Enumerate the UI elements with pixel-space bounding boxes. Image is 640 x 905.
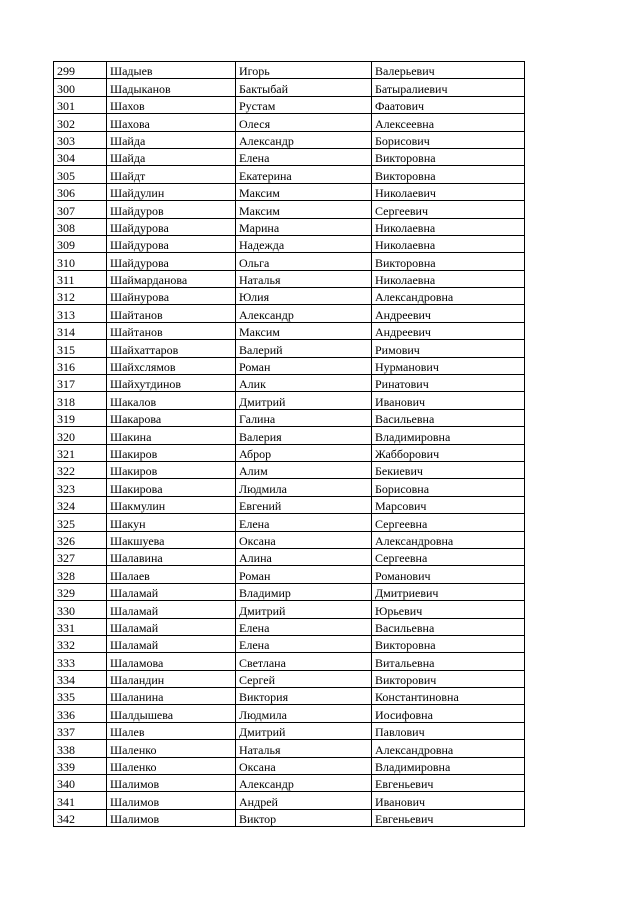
last-name-cell: Шахов: [107, 96, 236, 113]
first-name-cell: Валерия: [236, 427, 372, 444]
last-name-cell: Шайдуров: [107, 201, 236, 218]
table-row: [54, 114, 525, 131]
first-name-cell: Дмитрий: [236, 722, 372, 739]
table-row: [54, 566, 525, 583]
patronymic-cell: Николаевна: [372, 270, 525, 287]
patronymic-cell: Сергеевна: [372, 514, 525, 531]
first-name-cell: Людмила: [236, 705, 372, 722]
table-row: [54, 340, 525, 357]
row-number-cell: 308: [54, 218, 107, 235]
table-row: [54, 461, 525, 478]
row-number-cell: 324: [54, 496, 107, 513]
first-name-cell: Роман: [236, 566, 372, 583]
row-number-cell: 340: [54, 775, 107, 792]
first-name-cell: Екатерина: [236, 166, 372, 183]
row-number-cell: 327: [54, 548, 107, 565]
table-row: [54, 148, 525, 165]
patronymic-cell: Александровна: [372, 288, 525, 305]
table-row: [54, 740, 525, 757]
patronymic-cell: Борисович: [372, 131, 525, 148]
table-row: [54, 775, 525, 792]
table-row: [54, 62, 525, 79]
last-name-cell: Шакун: [107, 514, 236, 531]
row-number-cell: 339: [54, 757, 107, 774]
table-row: [54, 531, 525, 548]
last-name-cell: Шакмулин: [107, 496, 236, 513]
first-name-cell: Виктор: [236, 809, 372, 826]
first-name-cell: Александр: [236, 131, 372, 148]
patronymic-cell: Дмитриевич: [372, 583, 525, 600]
row-number-cell: 316: [54, 357, 107, 374]
last-name-cell: Шакарова: [107, 409, 236, 426]
last-name-cell: Шалимов: [107, 775, 236, 792]
first-name-cell: Максим: [236, 322, 372, 339]
patronymic-cell: Алексеевна: [372, 114, 525, 131]
row-number-cell: 321: [54, 444, 107, 461]
first-name-cell: Светлана: [236, 653, 372, 670]
first-name-cell: Максим: [236, 201, 372, 218]
row-number-cell: 335: [54, 688, 107, 705]
first-name-cell: Елена: [236, 514, 372, 531]
last-name-cell: Шайнурова: [107, 288, 236, 305]
first-name-cell: Бактыбай: [236, 79, 372, 96]
patronymic-cell: Андреевич: [372, 305, 525, 322]
first-name-cell: Рустам: [236, 96, 372, 113]
last-name-cell: Шайдурова: [107, 235, 236, 252]
names-table-body: [54, 62, 525, 827]
first-name-cell: Марина: [236, 218, 372, 235]
first-name-cell: Сергей: [236, 670, 372, 687]
row-number-cell: 300: [54, 79, 107, 96]
last-name-cell: Шакирова: [107, 479, 236, 496]
table-row: [54, 670, 525, 687]
names-table: [53, 61, 525, 827]
last-name-cell: Шалдышева: [107, 705, 236, 722]
patronymic-cell: Викторовна: [372, 148, 525, 165]
table-row: [54, 288, 525, 305]
table-row: [54, 688, 525, 705]
first-name-cell: Надежда: [236, 235, 372, 252]
last-name-cell: Шайдт: [107, 166, 236, 183]
first-name-cell: Елена: [236, 618, 372, 635]
last-name-cell: Шаймарданова: [107, 270, 236, 287]
row-number-cell: 332: [54, 635, 107, 652]
table-row: [54, 479, 525, 496]
table-row: [54, 79, 525, 96]
first-name-cell: Елена: [236, 635, 372, 652]
table-row: [54, 357, 525, 374]
patronymic-cell: Борисовна: [372, 479, 525, 496]
row-number-cell: 307: [54, 201, 107, 218]
row-number-cell: 329: [54, 583, 107, 600]
patronymic-cell: Николаевич: [372, 183, 525, 200]
first-name-cell: Роман: [236, 357, 372, 374]
table-row: [54, 270, 525, 287]
first-name-cell: Наталья: [236, 270, 372, 287]
patronymic-cell: Иосифовна: [372, 705, 525, 722]
table-row: [54, 444, 525, 461]
last-name-cell: Шаламай: [107, 618, 236, 635]
first-name-cell: Ольга: [236, 253, 372, 270]
last-name-cell: Шакиров: [107, 444, 236, 461]
row-number-cell: 326: [54, 531, 107, 548]
table-row: [54, 131, 525, 148]
patronymic-cell: Александровна: [372, 740, 525, 757]
patronymic-cell: Владимировна: [372, 427, 525, 444]
first-name-cell: Дмитрий: [236, 392, 372, 409]
last-name-cell: Шакалов: [107, 392, 236, 409]
table-row: [54, 392, 525, 409]
first-name-cell: Галина: [236, 409, 372, 426]
first-name-cell: Людмила: [236, 479, 372, 496]
row-number-cell: 320: [54, 427, 107, 444]
first-name-cell: Виктория: [236, 688, 372, 705]
table-row: [54, 409, 525, 426]
row-number-cell: 306: [54, 183, 107, 200]
patronymic-cell: Владимировна: [372, 757, 525, 774]
last-name-cell: Шайда: [107, 148, 236, 165]
row-number-cell: 312: [54, 288, 107, 305]
row-number-cell: 315: [54, 340, 107, 357]
first-name-cell: Юлия: [236, 288, 372, 305]
row-number-cell: 337: [54, 722, 107, 739]
first-name-cell: Оксана: [236, 757, 372, 774]
patronymic-cell: Юрьевич: [372, 601, 525, 618]
row-number-cell: 325: [54, 514, 107, 531]
last-name-cell: Шадыканов: [107, 79, 236, 96]
first-name-cell: Аброр: [236, 444, 372, 461]
patronymic-cell: Евгеньевич: [372, 809, 525, 826]
last-name-cell: Шаламова: [107, 653, 236, 670]
last-name-cell: Шахова: [107, 114, 236, 131]
last-name-cell: Шакиров: [107, 461, 236, 478]
last-name-cell: Шалимов: [107, 792, 236, 809]
patronymic-cell: Фаатович: [372, 96, 525, 113]
patronymic-cell: Сергеевна: [372, 548, 525, 565]
table-row: [54, 809, 525, 826]
row-number-cell: 328: [54, 566, 107, 583]
first-name-cell: Евгений: [236, 496, 372, 513]
row-number-cell: 314: [54, 322, 107, 339]
row-number-cell: 323: [54, 479, 107, 496]
table-row: [54, 427, 525, 444]
last-name-cell: Шайхаттаров: [107, 340, 236, 357]
table-row: [54, 548, 525, 565]
table-row: [54, 601, 525, 618]
last-name-cell: Шайда: [107, 131, 236, 148]
first-name-cell: Андрей: [236, 792, 372, 809]
patronymic-cell: Васильевна: [372, 618, 525, 635]
table-row: [54, 253, 525, 270]
last-name-cell: Шайдулин: [107, 183, 236, 200]
row-number-cell: 341: [54, 792, 107, 809]
row-number-cell: 342: [54, 809, 107, 826]
first-name-cell: Максим: [236, 183, 372, 200]
patronymic-cell: Викторовна: [372, 253, 525, 270]
row-number-cell: 322: [54, 461, 107, 478]
patronymic-cell: Евгеньевич: [372, 775, 525, 792]
row-number-cell: 317: [54, 375, 107, 392]
patronymic-cell: Васильевна: [372, 409, 525, 426]
patronymic-cell: Николаевна: [372, 235, 525, 252]
last-name-cell: Шаланина: [107, 688, 236, 705]
last-name-cell: Шалавина: [107, 548, 236, 565]
row-number-cell: 336: [54, 705, 107, 722]
table-row: [54, 201, 525, 218]
table-row: [54, 218, 525, 235]
patronymic-cell: Римович: [372, 340, 525, 357]
last-name-cell: Шаламай: [107, 635, 236, 652]
table-row: [54, 514, 525, 531]
table-row: [54, 705, 525, 722]
row-number-cell: 338: [54, 740, 107, 757]
row-number-cell: 299: [54, 62, 107, 79]
first-name-cell: Оксана: [236, 531, 372, 548]
patronymic-cell: Жабборович: [372, 444, 525, 461]
table-row: [54, 235, 525, 252]
patronymic-cell: Викторовна: [372, 166, 525, 183]
last-name-cell: Шайтанов: [107, 322, 236, 339]
table-row: [54, 757, 525, 774]
first-name-cell: Игорь: [236, 62, 372, 79]
last-name-cell: Шаленко: [107, 740, 236, 757]
table-row: [54, 583, 525, 600]
first-name-cell: Олеся: [236, 114, 372, 131]
row-number-cell: 301: [54, 96, 107, 113]
last-name-cell: Шаламай: [107, 583, 236, 600]
row-number-cell: 333: [54, 653, 107, 670]
row-number-cell: 305: [54, 166, 107, 183]
table-row: [54, 96, 525, 113]
first-name-cell: Алик: [236, 375, 372, 392]
row-number-cell: 330: [54, 601, 107, 618]
row-number-cell: 318: [54, 392, 107, 409]
first-name-cell: Владимир: [236, 583, 372, 600]
first-name-cell: Валерий: [236, 340, 372, 357]
table-row: [54, 722, 525, 739]
patronymic-cell: Батыралиевич: [372, 79, 525, 96]
patronymic-cell: Иванович: [372, 792, 525, 809]
row-number-cell: 334: [54, 670, 107, 687]
patronymic-cell: Бекиевич: [372, 461, 525, 478]
table-row: [54, 653, 525, 670]
row-number-cell: 331: [54, 618, 107, 635]
patronymic-cell: Константиновна: [372, 688, 525, 705]
last-name-cell: Шакшуева: [107, 531, 236, 548]
first-name-cell: Александр: [236, 775, 372, 792]
table-row: [54, 496, 525, 513]
table-row: [54, 166, 525, 183]
patronymic-cell: Сергеевич: [372, 201, 525, 218]
last-name-cell: Шалаев: [107, 566, 236, 583]
row-number-cell: 313: [54, 305, 107, 322]
patronymic-cell: Иванович: [372, 392, 525, 409]
table-row: [54, 183, 525, 200]
last-name-cell: Шаламай: [107, 601, 236, 618]
patronymic-cell: Павлович: [372, 722, 525, 739]
row-number-cell: 309: [54, 235, 107, 252]
patronymic-cell: Андреевич: [372, 322, 525, 339]
first-name-cell: Алина: [236, 548, 372, 565]
table-row: [54, 375, 525, 392]
patronymic-cell: Викторович: [372, 670, 525, 687]
last-name-cell: Шаленко: [107, 757, 236, 774]
table-row: [54, 792, 525, 809]
last-name-cell: Шакина: [107, 427, 236, 444]
last-name-cell: Шадыев: [107, 62, 236, 79]
last-name-cell: Шалев: [107, 722, 236, 739]
patronymic-cell: Нурманович: [372, 357, 525, 374]
patronymic-cell: Витальевна: [372, 653, 525, 670]
row-number-cell: 311: [54, 270, 107, 287]
patronymic-cell: Николаевна: [372, 218, 525, 235]
first-name-cell: Наталья: [236, 740, 372, 757]
row-number-cell: 319: [54, 409, 107, 426]
row-number-cell: 303: [54, 131, 107, 148]
last-name-cell: Шайтанов: [107, 305, 236, 322]
last-name-cell: Шайдурова: [107, 253, 236, 270]
patronymic-cell: Ринатович: [372, 375, 525, 392]
table-row: [54, 635, 525, 652]
last-name-cell: Шаландин: [107, 670, 236, 687]
table-row: [54, 618, 525, 635]
last-name-cell: Шайдурова: [107, 218, 236, 235]
last-name-cell: Шайхслямов: [107, 357, 236, 374]
table-row: [54, 305, 525, 322]
patronymic-cell: Марсович: [372, 496, 525, 513]
row-number-cell: 310: [54, 253, 107, 270]
patronymic-cell: Викторовна: [372, 635, 525, 652]
table-row: [54, 322, 525, 339]
first-name-cell: Дмитрий: [236, 601, 372, 618]
patronymic-cell: Александровна: [372, 531, 525, 548]
first-name-cell: Александр: [236, 305, 372, 322]
last-name-cell: Шайхутдинов: [107, 375, 236, 392]
patronymic-cell: Романович: [372, 566, 525, 583]
first-name-cell: Елена: [236, 148, 372, 165]
patronymic-cell: Валерьевич: [372, 62, 525, 79]
row-number-cell: 302: [54, 114, 107, 131]
first-name-cell: Алим: [236, 461, 372, 478]
last-name-cell: Шалимов: [107, 809, 236, 826]
row-number-cell: 304: [54, 148, 107, 165]
